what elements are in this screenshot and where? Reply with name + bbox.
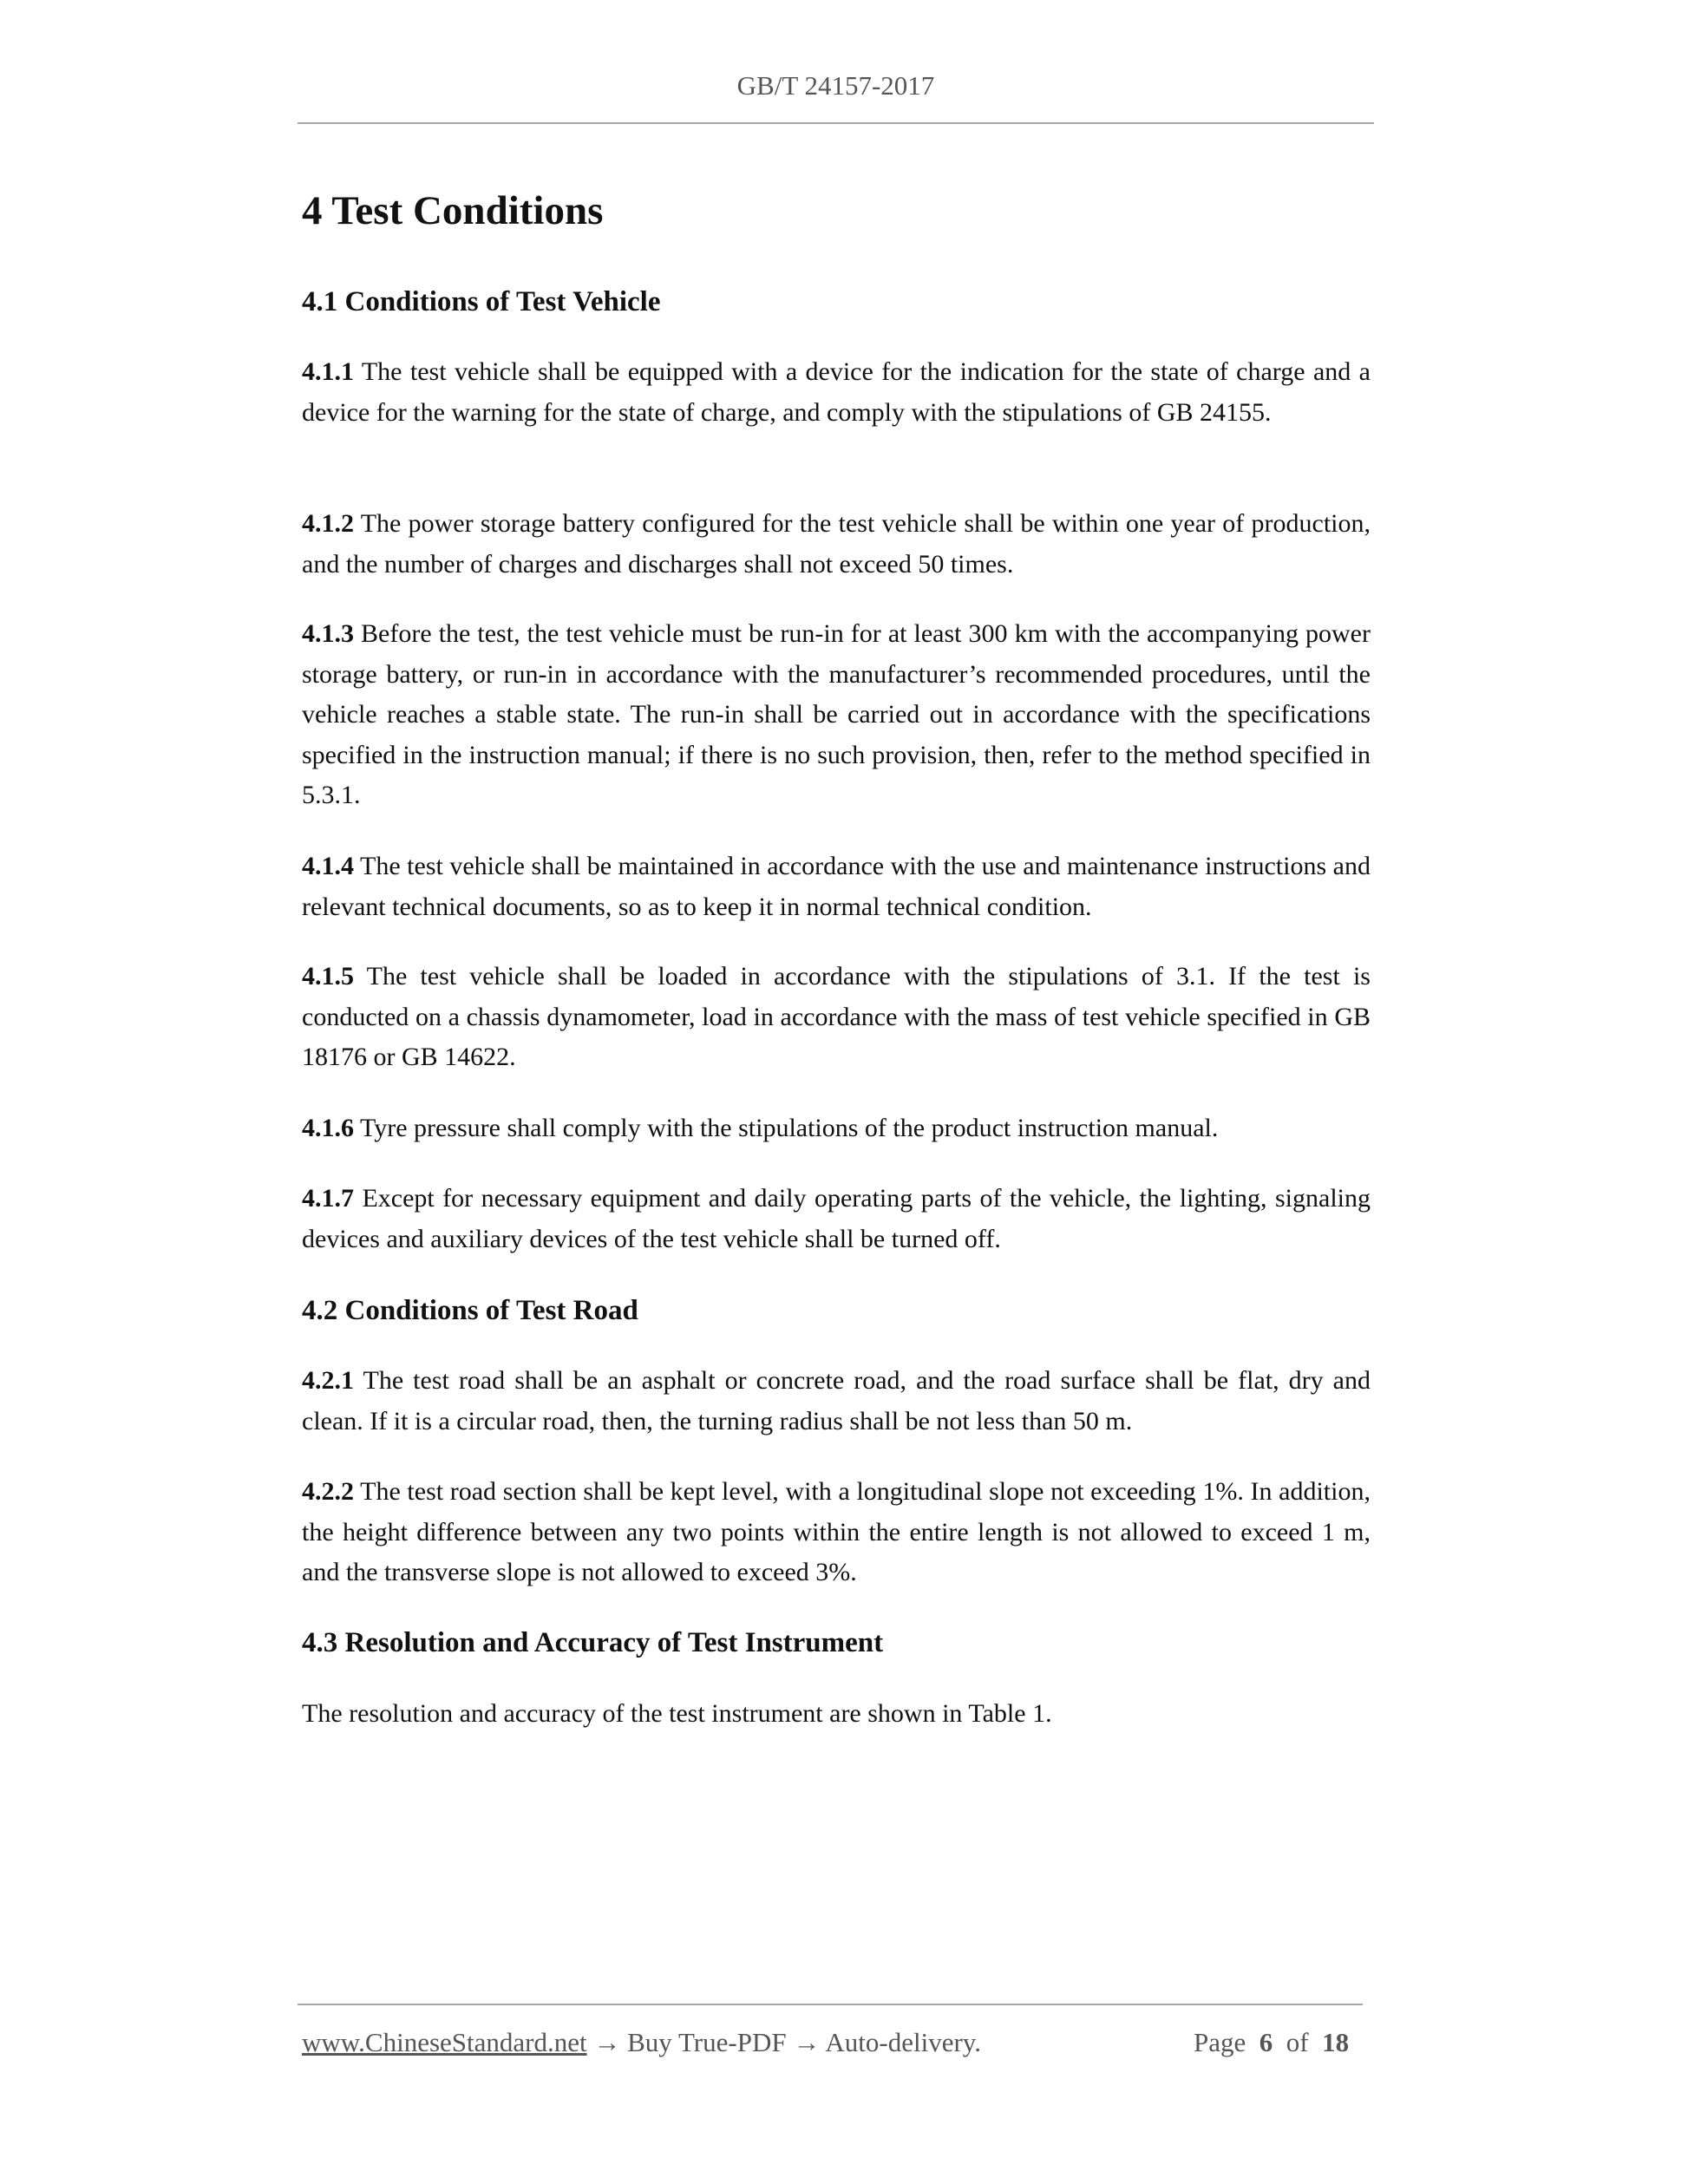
section-title: 4 Test Conditions <box>302 188 604 233</box>
paragraph-number: 4.1.4 <box>302 852 354 880</box>
paragraph-number: 4.1.6 <box>302 1114 354 1142</box>
paragraph <box>302 1179 1371 1259</box>
paragraph-number: 4.1.3 <box>302 619 354 648</box>
header-doc-id: GB/T 24157-2017 <box>736 70 935 101</box>
paragraph <box>302 847 1371 927</box>
footer-promo <box>302 2023 981 2063</box>
footer-divider <box>298 2004 1363 2005</box>
paragraph-number: 4.1.2 <box>302 509 354 538</box>
paragraph <box>302 1472 1371 1593</box>
paragraph-text: Tyre pressure shall comply with the stipulations of the product instruction manual. <box>359 1114 1219 1142</box>
total-pages: 18 <box>1322 2027 1350 2057</box>
paragraph-text: Except for necessary equipment and daily operating parts of the vehicle, the lighting, signaling devices and auxiliary devices of the test vehicle shall be turned off. <box>302 1184 1371 1253</box>
current-page: 6 <box>1259 2027 1273 2057</box>
paragraph-number: 4.1.5 <box>302 962 354 991</box>
header-divider <box>298 122 1374 124</box>
paragraph-text: Before the test, the test vehicle must be run-in for at least 300 km with the accompanying power storage battery, or run-in in accordance with the manufacturer’s recommended procedures, until the vehicle reaches a stable state. The run-in shall be carried out in accordance with the specifications specified in the instruction manual; if there is no such provision, then, refer to the method specified in 5.3.1. <box>302 619 1371 809</box>
paragraph <box>302 1694 1371 1735</box>
of-label: of <box>1286 2027 1309 2057</box>
paragraph-text: The test vehicle shall be loaded in accordance with the stipulations of 3.1. If the test is conducted on a chassis dynamometer, load in accordance with the mass of test vehicle specified in GB 18176 or GB 14622. <box>302 962 1371 1071</box>
arrow-right-icon: → <box>593 2027 621 2057</box>
paragraph <box>302 504 1371 585</box>
page-number <box>1194 2023 1349 2063</box>
paragraph <box>302 1108 1371 1149</box>
paragraph-number: 4.1.1 <box>302 357 354 386</box>
paragraph-text: The test vehicle shall be maintained in accordance with the use and maintenance instructions and relevant technical documents, so as to keep it in normal technical condition. <box>302 852 1371 921</box>
paragraph-text: The test road shall be an asphalt or concrete road, and the road surface shall be flat, dry and clean. If it is a circular road, then, the turning radius shall be not less than 50 m. <box>302 1366 1371 1435</box>
subsection-title: 4.3 Resolution and Accuracy of Test Instrument <box>302 1627 884 1658</box>
chinese-standard-link[interactable]: www.ChineseStandard.net <box>302 2027 587 2057</box>
paragraph <box>302 614 1371 816</box>
paragraph-text: The power storage battery configured for the test vehicle shall be within one year of production, and the number of charges and discharges shall not exceed 50 times. <box>302 509 1371 579</box>
subsection-title: 4.1 Conditions of Test Vehicle <box>302 286 661 317</box>
paragraph-number: 4.2.1 <box>302 1366 354 1395</box>
buy-true-pdf-text: Buy True-PDF <box>627 2027 787 2057</box>
paragraph-number: 4.2.2 <box>302 1477 354 1506</box>
paragraph-number: 4.1.7 <box>302 1184 354 1213</box>
paragraph-text: The test road section shall be kept level, with a longitudinal slope not exceeding 1%. In addition, the height difference between any two points within the entire length is not allowed to exceed 1 m, and the transverse slope is not allowed to exceed 3%. <box>302 1477 1371 1586</box>
arrow-right-icon: → <box>793 2027 821 2057</box>
paragraph <box>302 352 1371 433</box>
subsection-title: 4.2 Conditions of Test Road <box>302 1295 638 1326</box>
paragraph-text: The test vehicle shall be equipped with a device for the indication for the state of charge and a device for the warning for the state of charge, and comply with the stipulations of GB 24155. <box>302 357 1371 427</box>
paragraph <box>302 1361 1371 1442</box>
paragraph <box>302 957 1371 1078</box>
auto-delivery-text: Auto-delivery. <box>825 2027 982 2057</box>
paragraph-text: The resolution and accuracy of the test instrument are shown in Table 1. <box>302 1699 1052 1728</box>
page-label: Page <box>1194 2027 1246 2057</box>
